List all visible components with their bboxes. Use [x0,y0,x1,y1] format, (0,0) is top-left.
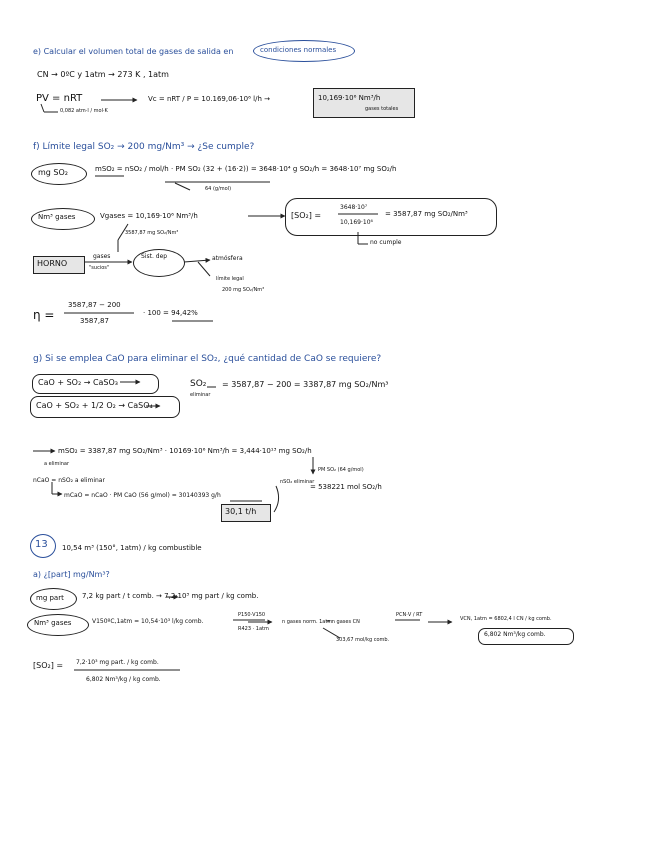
mg-so2-label: mg SO₂ [38,168,68,177]
reaction2: CaO + SO₂ + 1/2 O₂ → CaSO₄ [36,401,153,410]
horno-label: HORNO [37,259,68,268]
conc-label: [SO₂] = [291,211,322,220]
nso2-value: = 538221 mol SO₂/h [310,483,382,491]
eta-label: η = [33,308,55,322]
limite-value: 200 mg SO₂/Nm³ [222,287,265,293]
mcao-result: 30,1 t/h [225,507,257,516]
n-gases-label: n gases norm. 1atm [282,619,333,625]
r-value: 0,082 atm·l / mol·K [60,108,108,114]
mso2-expression: mSO₂ = nSO₂ / mol/h · PM SO₂ (32 + (16·2)) = 3648·10⁴ g SO₂/h = 3648·10⁷ mg SO₂/h [95,165,397,173]
frac-num: P150·V150 [238,612,266,618]
nso2-label: nSO₂ eliminar [280,479,315,485]
mcao-line: mCaO = nCaO · PM CaO (56 g/mol) = 30140393 g/h [64,492,221,499]
value-mol: 303,67 mol/kg comb. [336,637,390,643]
nm3-gases-13-label: Nm³ gases [34,619,72,627]
atmosfera-label: atmósfera [212,255,243,262]
final-label: [SO₂] = [33,661,64,670]
conc-result: = 3587,87 mg SO₂/Nm³ [385,210,468,218]
nm3-gases-label: Nm³ gases [38,213,76,221]
pm-so2-note: PM SO₂ (64 g/mol) [318,467,364,473]
section-e-title-circled: condiciones normales [260,46,337,54]
frac-den: R423 · 1atm [238,626,269,632]
limite-legal-label: límite legal [216,276,244,282]
gases-label: gases [93,253,111,260]
ncao-line: nCaO = nSO₂ a eliminar [33,477,105,484]
vcn-line: VCN, 1atm = 6802,4 l CN / kg comb. [460,616,552,622]
section-f-title: f) Límite legal SO₂ → 200 mg/Nm³ → ¿Se cumple? [33,142,255,152]
final-denominator: 6,802 Nm³/kg / kg comb. [86,676,161,683]
vgases-line: Vgases = 10,169·10⁶ Nm³/h [100,212,198,220]
eta-numerator: 3587,87 − 200 [68,301,121,309]
eta-denominator: 3587,87 [80,317,109,325]
sucios-label: "sucios" [89,265,110,271]
problem-13-given: 10,54 m³ (150°, 1atm) / kg combustible [62,544,202,552]
v150-line: V150ºC,1atm = 10,54·10³ l/kg comb. [92,618,204,625]
final-numerator: 7,2·10³ mg part. / kg comb. [76,659,159,666]
mso2-line: mSO₂ = 3387,87 mg SO₂/Nm³ · 10169·10⁶ Nm³/h = 3,444·10¹³ mg SO₂/h [58,447,312,455]
conc-num: 3648·10⁷ [340,204,368,211]
eta-result: · 100 = 94,42% [143,309,198,317]
result-e-note: gases totales [365,106,399,112]
cn-line: CN → 0ºC y 1atm → 273 K , 1atm [37,70,169,79]
so2-elim-sub: eliminar [190,392,211,398]
section-e-title: e) Calcular el volumen total de gases de salida en [33,47,234,56]
sist-dep-label: Sist. dep [141,253,168,260]
vc-expression: Vc = nRT / P = 10.169,06·10⁶ l/h → [148,95,270,103]
pv-equation: PV = nRT [36,93,83,104]
section-g-title: g) Si se emplea CaO para eliminar el SO₂, ¿qué cantidad de CaO se requiere? [33,354,382,364]
mg-part-line: 7,2 kg part / t comb. → 7,2·10³ mg part / kg comb. [82,592,259,600]
result-e: 10,169·10⁶ Nm³/h [318,94,381,102]
so2-elim-value: = 3587,87 − 200 = 3387,87 mg SO₂/Nm³ [222,380,389,389]
pcn-frac: PCN·V / RT [396,612,423,618]
mg-part-label: mg part [36,594,64,602]
mso2-sub: a eliminar [44,461,70,467]
no-cumple: no cumple [370,239,402,246]
n-gases-2: = n gases CN [326,619,360,625]
vcn-box-value: 6,802 Nm³/kg comb. [484,631,546,638]
stream-value: 3587,87 mg SO₂/Nm³ [125,230,179,236]
section-13-sub-a: a) ¿[part] mg/Nm³? [33,570,110,579]
pm-note: 64 (g/mol) [205,186,232,192]
problem-13-number: 13 [35,539,48,550]
so2-elim-label: SO₂ [190,379,207,389]
conc-den: 10,169·10⁶ [340,219,373,226]
reaction1: CaO + SO₂ → CaSO₃ [38,378,119,387]
